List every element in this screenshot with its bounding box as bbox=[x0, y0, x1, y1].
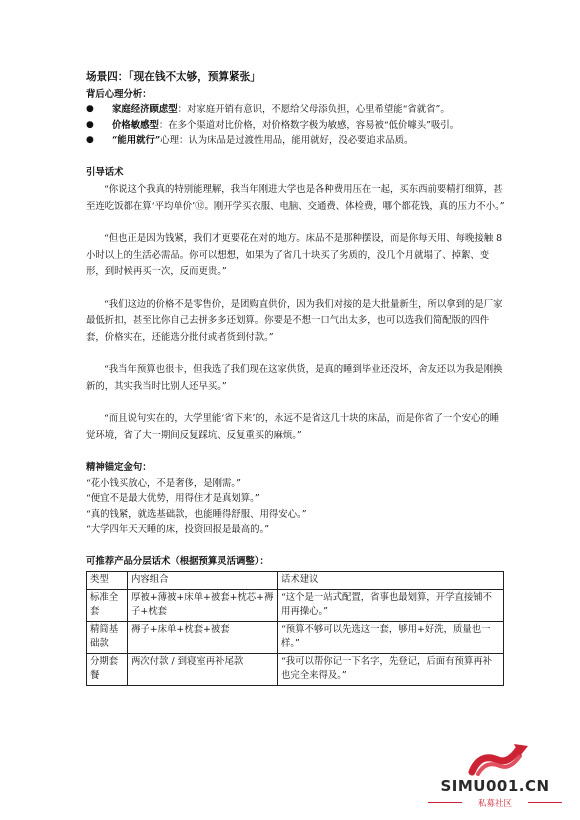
table-cell: 厚被+薄被+床单+被套+枕芯+褥子+枕套 bbox=[128, 589, 278, 621]
guide-paragraph: “但也正是因为钱紧，我们才更要花在对的地方。床品不是那种摆设，而是你每天用、每晚接触 8 小时以上的生活必需品。你可以想想，如果为了省几十块买了劣质的，没几个月就塌了、掉絮、变形，到时候再买一次，反而更贵。” bbox=[86, 233, 503, 277]
psychology-term: “能用就行” bbox=[112, 135, 161, 146]
document-page bbox=[86, 70, 506, 686]
table-cell: 分期套餐 bbox=[87, 653, 128, 685]
tiers-heading: 可推荐产品分层话术（根据预算灵活调整）： bbox=[86, 555, 269, 567]
table-cell: “预算不够可以先选这一套，够用+好洗，质量也一样。” bbox=[278, 621, 504, 653]
watermark-sub: 私募社区 bbox=[477, 799, 512, 809]
psychology-text: ：对家庭开销有意识，不愿给父母添负担，心里希望能“省就省”。 bbox=[177, 104, 450, 115]
table-row bbox=[87, 653, 504, 685]
watermark-divider bbox=[528, 802, 562, 803]
anchor-line: “真的钱紧，就选基础款，也能睡得舒服、用得安心。” bbox=[86, 508, 307, 520]
psychology-item bbox=[86, 118, 506, 134]
psychology-item bbox=[86, 102, 506, 118]
guide-paragraph: “而且说句实在的，大学里能‘省下来’的，永远不是省这几十块的床品，而是你省了一个安心的睡觉环境，省了大一期间反复踩坑、反复重买的麻烦。” bbox=[86, 413, 500, 441]
column-header: 内容组合 bbox=[128, 572, 278, 590]
guide-paragraph: “我们这边的价格不是零售价，是团购直供价，因为我们对接的是大批量新生，所以拿到的是厂家最低折扣，甚至比你自己去拼多多还划算。你要是不想一口气出太多，也可以选我们简配版的四件套，价格实在，还能选分批付或者货到付款。” bbox=[86, 298, 503, 343]
anchors-list bbox=[86, 476, 506, 538]
psychology-list bbox=[86, 102, 506, 149]
table-cell: 标准全套 bbox=[87, 589, 128, 621]
guide-paragraph: “你说这个我真的特别能理解，我当年刚进大学也是各种费用压在一起，买东西前要精打细算，甚至连吃饭都在算‘平均单价’⑫。刚开学买衣服、电脑、交通费、体检费，哪个都花钱，真的压力不小。” bbox=[86, 184, 505, 212]
scene-title: 场景四：「现在钱不太够，预算紧张」 bbox=[86, 71, 261, 83]
psychology-item bbox=[86, 133, 506, 149]
table-cell: “我可以帮你记一下名字，先登记，后面有预算再补也完全来得及。” bbox=[278, 653, 504, 685]
guide-heading: 引导话术 bbox=[86, 166, 124, 178]
anchor-line: “便宜不是最大优势，用得住才是真划算。” bbox=[86, 493, 260, 504]
anchor-line: “大学四年天天睡的床，投资回报是最高的。” bbox=[86, 524, 270, 535]
table-cell: 褥子+床单+枕套+被套 bbox=[128, 621, 278, 653]
guide-paragraph: “我当年预算也很卡，但我选了我们现在这家供货，是真的睡到毕业还没坏，舍友还以为我是刚换新的，其实我当时比别人还早买。” bbox=[86, 364, 503, 392]
tiers-table bbox=[86, 571, 504, 686]
watermark-logo bbox=[420, 742, 570, 812]
anchors-heading: 精神锚定金句： bbox=[86, 462, 152, 473]
table-row bbox=[87, 621, 504, 653]
table-cell: 精简基础款 bbox=[87, 621, 128, 653]
psychology-text: 心理：认为床品是过渡性用品，能用就好，没必要追求品质。 bbox=[160, 135, 414, 146]
column-header: 话术建议 bbox=[278, 572, 504, 590]
trend-arrow-icon bbox=[420, 742, 570, 778]
column-header: 类型 bbox=[87, 572, 128, 590]
table-cell: 两次付款 / 到寝室再补尾款 bbox=[128, 653, 278, 685]
psychology-term: 价格敏感型 bbox=[112, 119, 159, 131]
anchor-line: “花小钱买放心，不是奢侈，是刚需。” bbox=[86, 477, 241, 489]
psychology-text: ：在多个渠道对比价格，对价格数字极为敏感，容易被“低价噱头”吸引。 bbox=[158, 119, 460, 131]
watermark-name: SIMU001.CN bbox=[440, 777, 550, 795]
table-row bbox=[87, 589, 504, 621]
psychology-term: 家庭经济顾虑型 bbox=[112, 104, 178, 115]
psychology-heading: 背后心理分析： bbox=[86, 88, 152, 100]
table-header-row bbox=[87, 572, 504, 590]
table-cell: “这个是一站式配置，省事也最划算，开学直接铺不用再操心。” bbox=[278, 589, 504, 621]
